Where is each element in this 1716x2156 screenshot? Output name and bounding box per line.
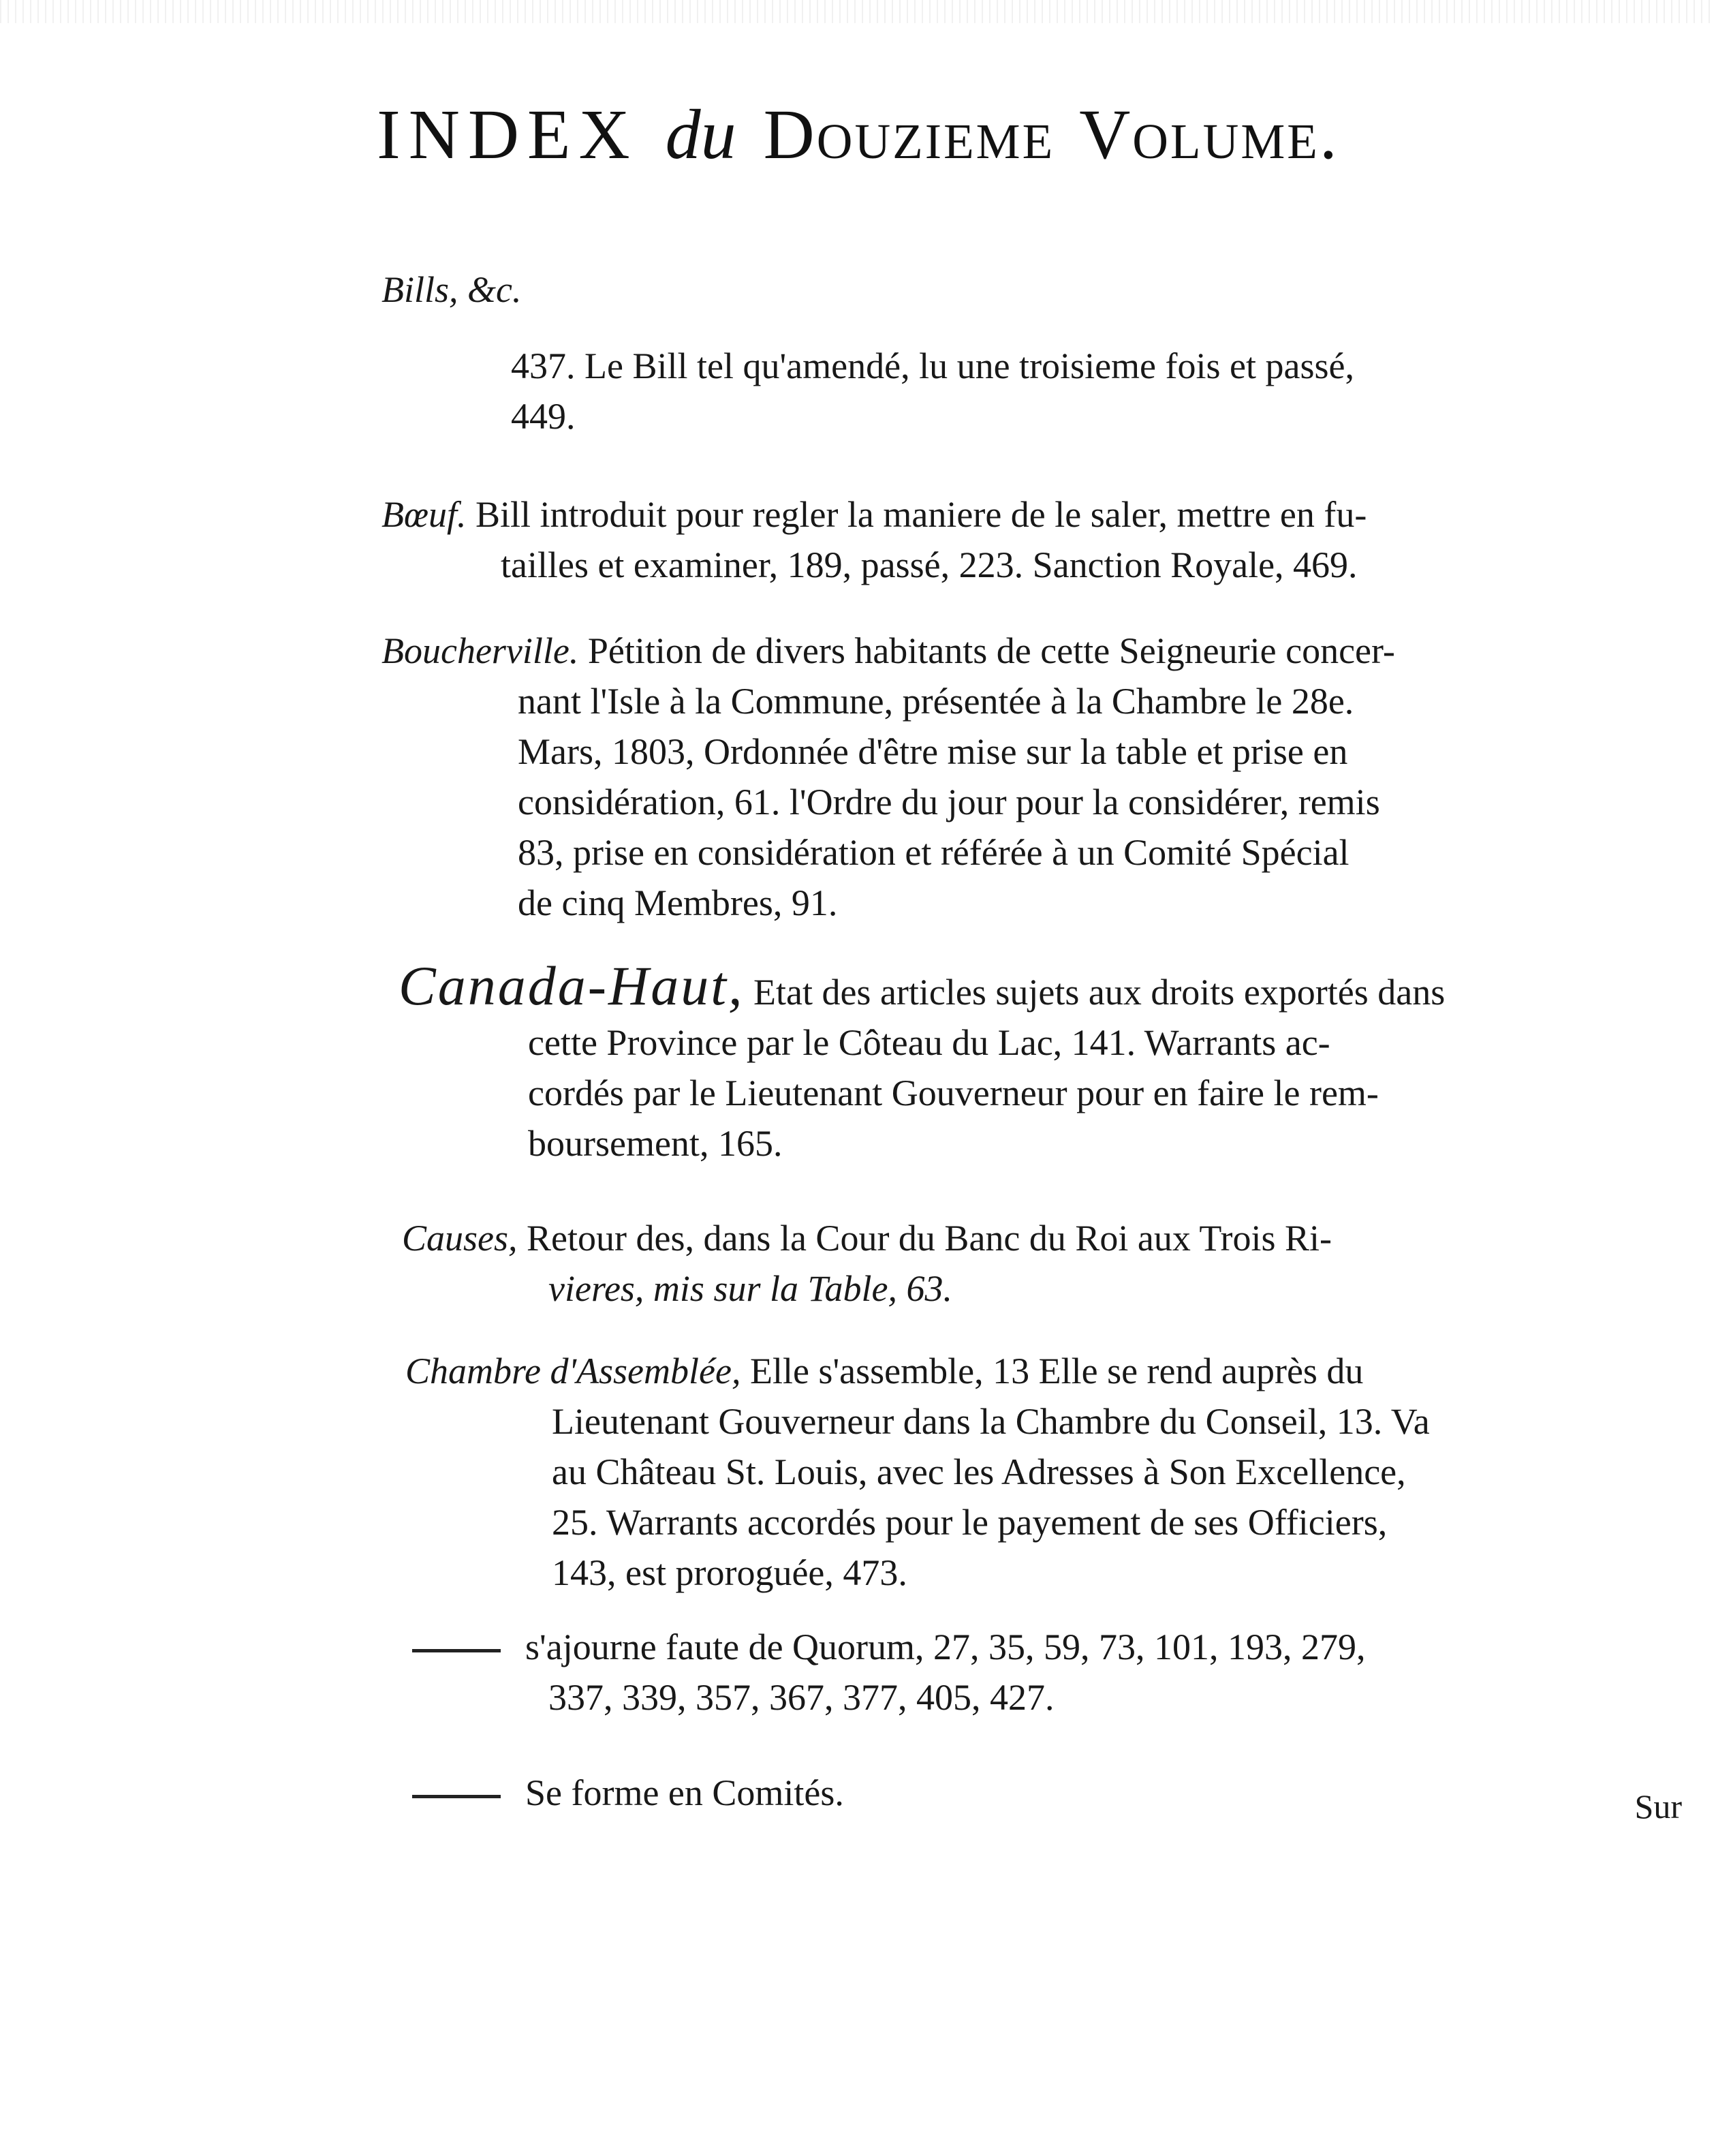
- entry-line: considération, 61. l'Ordre du jour pour la considérer, remis: [518, 782, 1380, 822]
- page-title: [0, 94, 1716, 175]
- title-index: INDEX: [377, 95, 638, 174]
- entry-line: de cinq Membres, 91.: [518, 882, 838, 923]
- entry-line: 143, est proroguée, 473.: [552, 1552, 907, 1593]
- entry-line: 449.: [511, 396, 576, 437]
- entry-head: Chambre d'Assemblée,: [405, 1351, 741, 1391]
- entry-line: vieres, mis sur la Table, 63.: [548, 1268, 953, 1309]
- scan-noise-strip: [0, 0, 1716, 23]
- entry-line: Etat des articles sujets aux droits exportés dans: [753, 972, 1446, 1013]
- title-douzieme: Douzieme: [763, 95, 1055, 174]
- index-entry-bills: [381, 264, 1662, 315]
- title-du: du: [665, 95, 736, 174]
- entry-head: Causes,: [402, 1218, 518, 1259]
- entry-line: cordés par le Lieutenant Gouverneur pour en faire le rem-: [528, 1073, 1379, 1113]
- entry-line: au Château St. Louis, avec les Adresses à Son Excellence,: [552, 1451, 1406, 1492]
- catchword: Sur: [1634, 1787, 1682, 1826]
- title-volume: Volume.: [1079, 95, 1339, 174]
- entry-line: s'ajourne faute de Quorum, 27, 35, 59, 73, 101, 193, 279,: [525, 1627, 1366, 1667]
- index-entry-causes: [402, 1213, 1683, 1314]
- entry-line: cette Province par le Côteau du Lac, 141. Warrants ac-: [528, 1022, 1330, 1063]
- entry-line: nant l'Isle à la Commune, présentée à la Chambre le 28e.: [518, 681, 1354, 722]
- entry-line: Retour des, dans la Cour du Banc du Roi aux Trois Ri-: [527, 1218, 1332, 1259]
- em-dash-rule: [412, 1795, 501, 1798]
- entry-head: Canada-Haut,: [399, 955, 745, 1017]
- index-entry-boeuf: [381, 489, 1662, 590]
- entry-head: Bills, &c.: [381, 269, 522, 310]
- entry-line: Se forme en Comités.: [525, 1772, 844, 1813]
- entry-line: boursement, 165.: [528, 1123, 783, 1164]
- index-entry-ajourne: [412, 1622, 1693, 1723]
- index-entry-comites: [412, 1768, 1693, 1818]
- index-entry-bills-continued: [511, 341, 1716, 442]
- entry-line: Mars, 1803, Ordonnée d'être mise sur la table et prise en: [518, 731, 1348, 772]
- entry-head: Boucherville.: [381, 630, 579, 671]
- index-entry-canada-haut: [399, 955, 1679, 1169]
- entry-head: Bœuf.: [381, 494, 467, 535]
- entry-line: tailles et examiner, 189, passé, 223. Sanction Royale, 469.: [501, 544, 1358, 585]
- index-entry-chambre: [405, 1346, 1686, 1598]
- entry-line: 25. Warrants accordés pour le payement de ses Officiers,: [552, 1502, 1388, 1543]
- entry-line: 437. Le Bill tel qu'amendé, lu une troisieme fois et passé,: [511, 345, 1354, 386]
- entry-line: 83, prise en considération et référée à un Comité Spécial: [518, 832, 1350, 873]
- entry-line: Elle s'assemble, 13 Elle se rend auprès du: [749, 1351, 1364, 1391]
- entry-line: 337, 339, 357, 367, 377, 405, 427.: [548, 1677, 1055, 1718]
- entry-line: Bill introduit pour regler la maniere de le saler, mettre en fu-: [475, 494, 1367, 535]
- entry-line: Pétition de divers habitants de cette Seigneurie concer-: [587, 630, 1395, 671]
- entry-line: Lieutenant Gouverneur dans la Chambre du Conseil, 13. Va: [552, 1401, 1430, 1442]
- index-entry-boucherville: [381, 626, 1662, 928]
- em-dash-rule: [412, 1649, 501, 1652]
